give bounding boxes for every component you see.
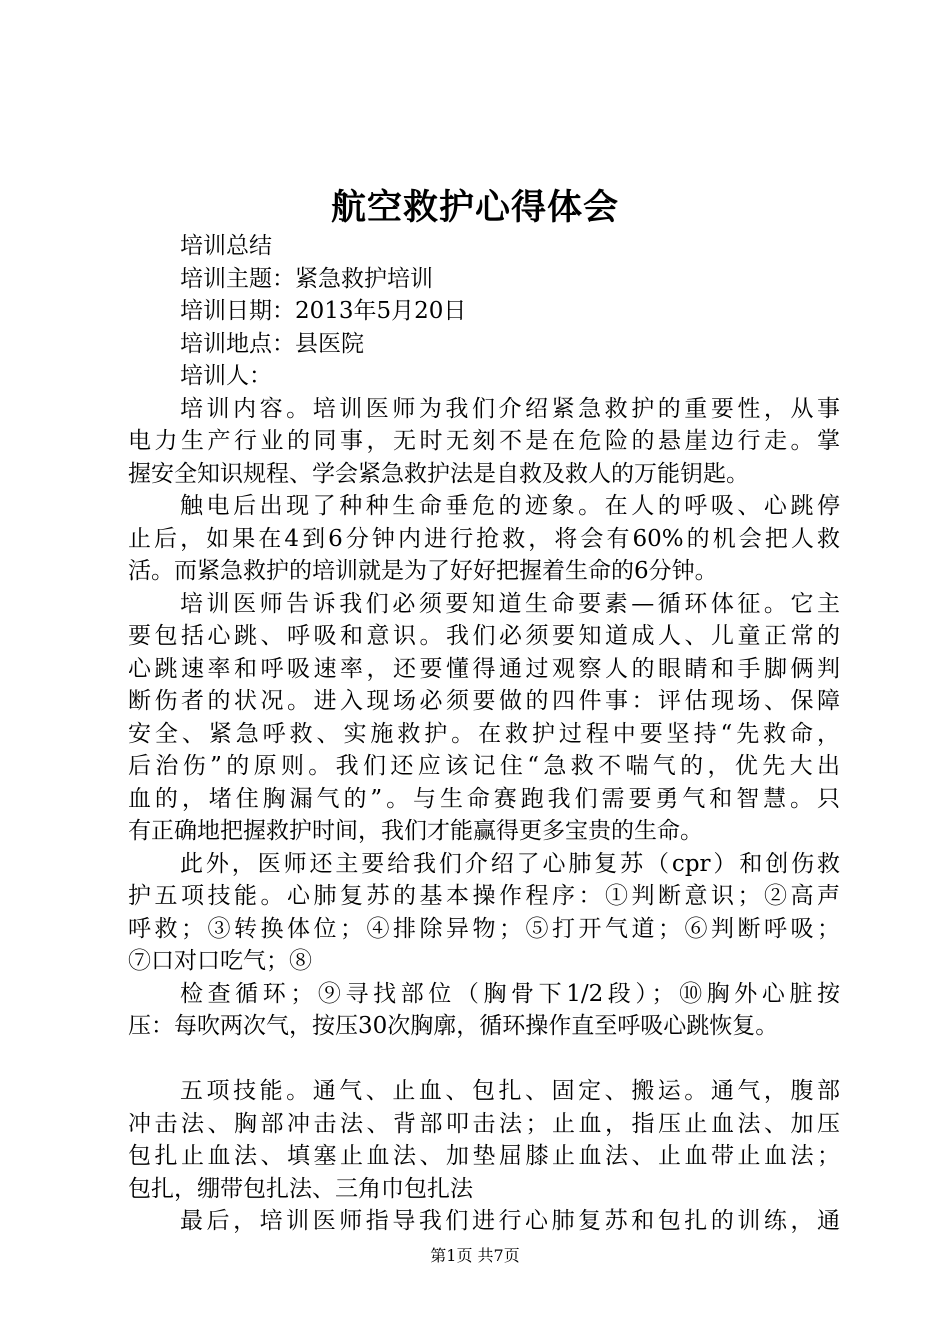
text-line: 止后，如果在4到6分钟内进行抢救，将会有60%的机会把人救 bbox=[128, 525, 840, 552]
text-line: 包扎止血法、填塞止血法、加垫屈膝止血法、止血带止血法； bbox=[128, 1143, 840, 1169]
text-line: ⑦口对口吃气；⑧ bbox=[128, 948, 312, 974]
text-line: 触电后出现了种种生命垂危的迹象。在人的呼吸、心跳停 bbox=[180, 493, 840, 519]
text-line: 培训主题：紧急救护培训 bbox=[180, 265, 433, 292]
text-line: 培训内容。培训医师为我们介绍紧急救护的重要性，从事 bbox=[180, 395, 840, 422]
text-line: 包扎，绷带包扎法、三角巾包扎法 bbox=[128, 1175, 473, 1202]
text-line: 有正确地把握救护时间，我们才能赢得更多宝贵的生命。 bbox=[128, 818, 703, 844]
text-line: 护五项技能。心肺复苏的基本操作程序：①判断意识；②高声 bbox=[128, 883, 840, 909]
text-line: 呼救；③转换体位；④排除异物；⑤打开气道；⑥判断呼吸； bbox=[128, 915, 840, 942]
text-line: 五项技能。通气、止血、包扎、固定、搬运。通气，腹部 bbox=[180, 1078, 840, 1104]
text-line: 冲击法、胸部冲击法、背部叩击法；止血，指压止血法、加压 bbox=[128, 1110, 840, 1137]
text-line: 安全、紧急呼救、实施救护。在救护过程中要坚持“先救命， bbox=[128, 720, 840, 747]
text-line: 培训总结 bbox=[180, 233, 272, 259]
text-line: 培训人： bbox=[180, 363, 272, 389]
document-title: 航空救护心得体会 bbox=[330, 187, 619, 228]
text-line: 培训地点：县医院 bbox=[180, 330, 364, 357]
text-line: 心跳速率和呼吸速率，还要懂得通过观察人的眼睛和手脚俩判 bbox=[128, 655, 840, 682]
text-line: 此外，医师还主要给我们介绍了心肺复苏（cpr）和创伤救 bbox=[180, 850, 840, 877]
text-line: 培训医师告诉我们必须要知道生命要素—循环体征。它主 bbox=[180, 590, 840, 617]
text-line: 血的，堵住胸漏气的”。与生命赛跑我们需要勇气和智慧。只 bbox=[128, 785, 840, 812]
text-line: 电力生产行业的同事，无时无刻不是在危险的悬崖边行走。掌 bbox=[128, 428, 840, 454]
text-line: 压：每吹两次气，按压30次胸廓，循环操作直至呼吸心跳恢复。 bbox=[128, 1013, 779, 1039]
text-line: 断伤者的状况。进入现场必须要做的四件事：评估现场、保障 bbox=[128, 688, 840, 714]
text-line: 活。而紧急救护的培训就是为了好好把握着生命的6分钟。 bbox=[128, 558, 718, 584]
text-line: 握安全知识规程、学会紧急救护法是自救及救人的万能钥匙。 bbox=[128, 460, 749, 487]
blank-line bbox=[128, 1043, 840, 1076]
text-line: 要包括心跳、呼吸和意识。我们必须要知道成人、儿童正常的 bbox=[128, 623, 840, 649]
page-footer: 第1页 共7页 bbox=[430, 1246, 520, 1265]
text-line: 最后，培训医师指导我们进行心肺复苏和包扎的训练，通 bbox=[180, 1208, 840, 1234]
text-line: 检查循环；⑨寻找部位（胸骨下1/2段）；⑩胸外心脏按 bbox=[180, 980, 840, 1007]
text-line: 培训日期：2013年5月20日 bbox=[180, 298, 467, 324]
text-line: 后治伤”的原则。我们还应该记住“急救不喘气的，优先大出 bbox=[128, 753, 840, 779]
document-body bbox=[128, 230, 840, 1238]
